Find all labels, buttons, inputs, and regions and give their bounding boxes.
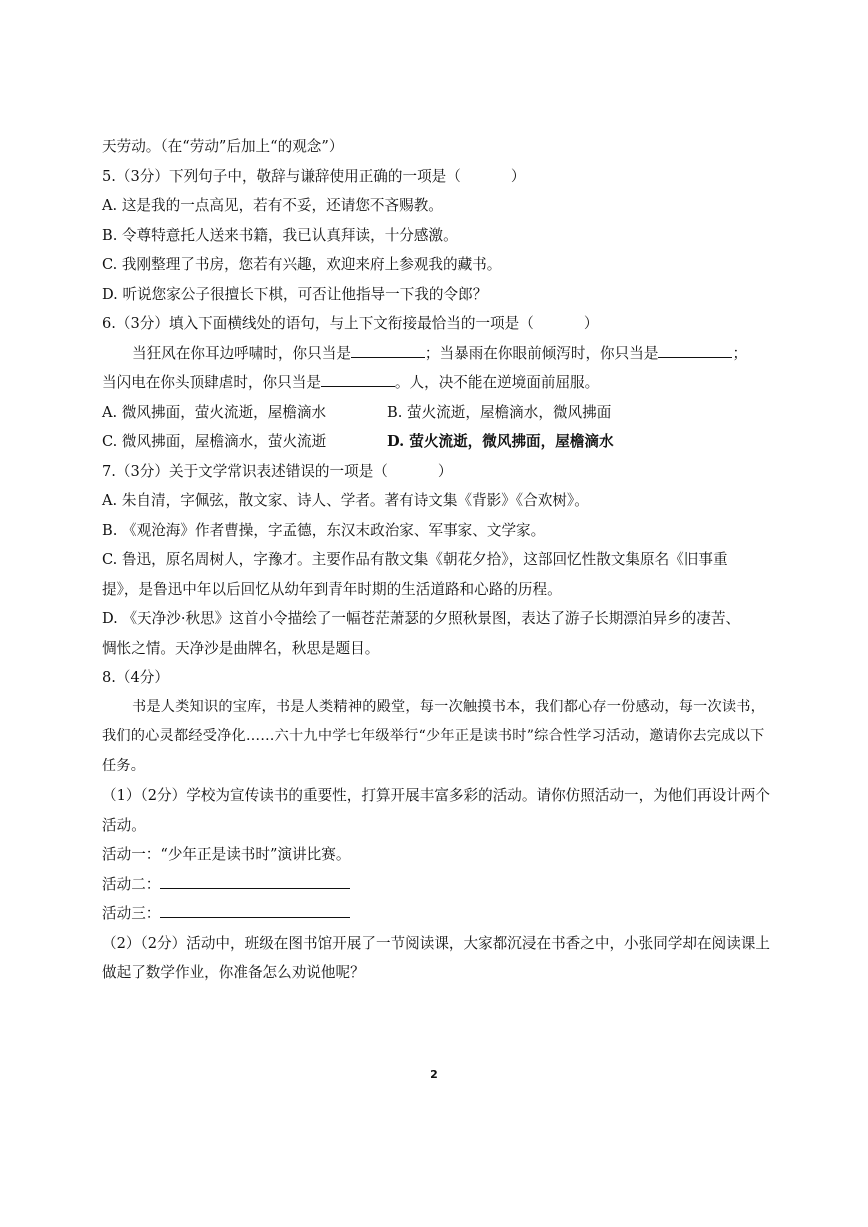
question-6-option-d: D. 萤火流逝，微风拂面，屋檐滴水 — [387, 433, 614, 450]
question-8-part-2: （2）（2分）活动中，班级在图书馆开展了一节阅读课，大家都沉浸在书香之中，小张同学却在阅读课上做起了数学作业，你准备怎么劝说他呢？ — [102, 934, 770, 981]
question-8-intro: 书是人类知识的宝库，书是人类精神的殿堂，每一次触摸书本，我们都心存一份感动，每一次读书，我们的心灵都经受净化……六十九中学七年级举行“少年正是读书时”综合性学习活动，邀请你去完成以下任务。 — [102, 698, 766, 774]
activity-two — [102, 870, 772, 900]
fill-blank — [351, 343, 425, 358]
question-7-option-c-line-2: 提》，是鲁迅中年以后回忆从幼年到青年时期的生活道路和心路的历程。 — [102, 580, 562, 598]
question-8: 8.（4分） — [102, 669, 169, 686]
passage-text: 当闪电在你头顶肆虐时，你只当是 — [102, 374, 321, 391]
question-5-option-b: B. 令尊特意托人送来书籍，我已认真拜读，十分感激。 — [102, 226, 458, 244]
activity-one: 活动一：“少年正是读书时”演讲比赛。 — [102, 846, 351, 863]
question-7-option-a: A. 朱自清，字佩弦，散文家、诗人、学者。著有诗文集《背影》《合欢树》。 — [102, 492, 589, 509]
question-6 — [102, 309, 772, 339]
answer-line — [160, 874, 350, 889]
question-5-option-d: D. 听说您家公子很擅长下棋，可否让他指导一下我的令郎？ — [102, 285, 488, 303]
activity-label: 活动三： — [102, 905, 161, 922]
paren-close: ） — [510, 167, 526, 185]
passage-text: 。人，决不能在逆境面前屈服。 — [394, 374, 600, 391]
question-8-part-1: （1）（2分）学校为宣传读书的重要性，打算开展丰富多彩的活动。请你仿照活动一，为他们再设计两个活动。 — [102, 787, 770, 834]
question-7 — [102, 457, 772, 487]
question-7-option-b: B. 《观沧海》作者曹操，字孟德，东汉末政治家、军事家、文学家。 — [102, 521, 546, 539]
question-7-option-c-line-1: C. 鲁迅，原名周树人，字豫才。主要作品有散文集《朝花夕拾》，这部回忆性散文集原名《旧事重 — [102, 551, 728, 568]
question-5 — [102, 162, 772, 192]
passage-text: ； — [732, 344, 748, 362]
question-6-options-row-2 — [102, 427, 772, 457]
fill-blank — [321, 372, 395, 387]
question-5-option-a: A. 这是我的一点高见，若有不妥，还请您不吝赐教。 — [102, 197, 443, 214]
answer-line — [160, 903, 350, 918]
question-6-option-c: C. 微风拂面，屋檐滴水，萤火流逝 — [102, 433, 327, 450]
question-5-option-c: C. 我刚整理了书房，您若有兴趣，欢迎来府上参观我的藏书。 — [102, 256, 502, 273]
question-6-passage-line-1 — [102, 339, 772, 369]
question-6-passage-line-2 — [102, 368, 772, 398]
question-5-stem: 5.（3分）下列句子中，敬辞与谦辞使用正确的一项是（ — [102, 167, 461, 185]
question-6-option-b: B. 萤火流逝，屋檐滴水，微风拂面 — [387, 403, 612, 421]
question-7-option-d-line-1: D. 《天净沙·秋思》这首小令描绘了一幅苍茫萧瑟的夕照秋景图，表达了游子长期漂泊异乡的凄苦、 — [102, 610, 741, 627]
activity-label: 活动二： — [102, 875, 161, 893]
page-number: 2 — [430, 1068, 438, 1081]
page-content — [102, 132, 772, 988]
question-6-option-a: A. 微风拂面，萤火流逝，屋檐滴水 — [102, 403, 327, 421]
question-6-options-row-1 — [102, 398, 772, 428]
question-7-stem: 7.（3分）关于文学常识表述错误的一项是（ — [102, 462, 388, 480]
text-line: 天劳动。（在“劳动”后加上“的观念”） — [102, 138, 344, 155]
activity-three — [102, 899, 772, 929]
passage-text: ；当暴雨在你眼前倾泻时，你只当是 — [424, 344, 659, 362]
paren-close: ） — [437, 462, 453, 480]
fill-blank — [658, 343, 732, 358]
question-6-stem: 6.（3分）填入下面横线处的语句，与上下文衔接最恰当的一项是（ — [102, 315, 534, 332]
question-7-option-d-line-2: 惆怅之情。天净沙是曲牌名，秋思是题目。 — [102, 639, 380, 657]
paren-close: ） — [583, 315, 599, 332]
passage-text: 当狂风在你耳边呼啸时，你只当是 — [132, 344, 351, 362]
